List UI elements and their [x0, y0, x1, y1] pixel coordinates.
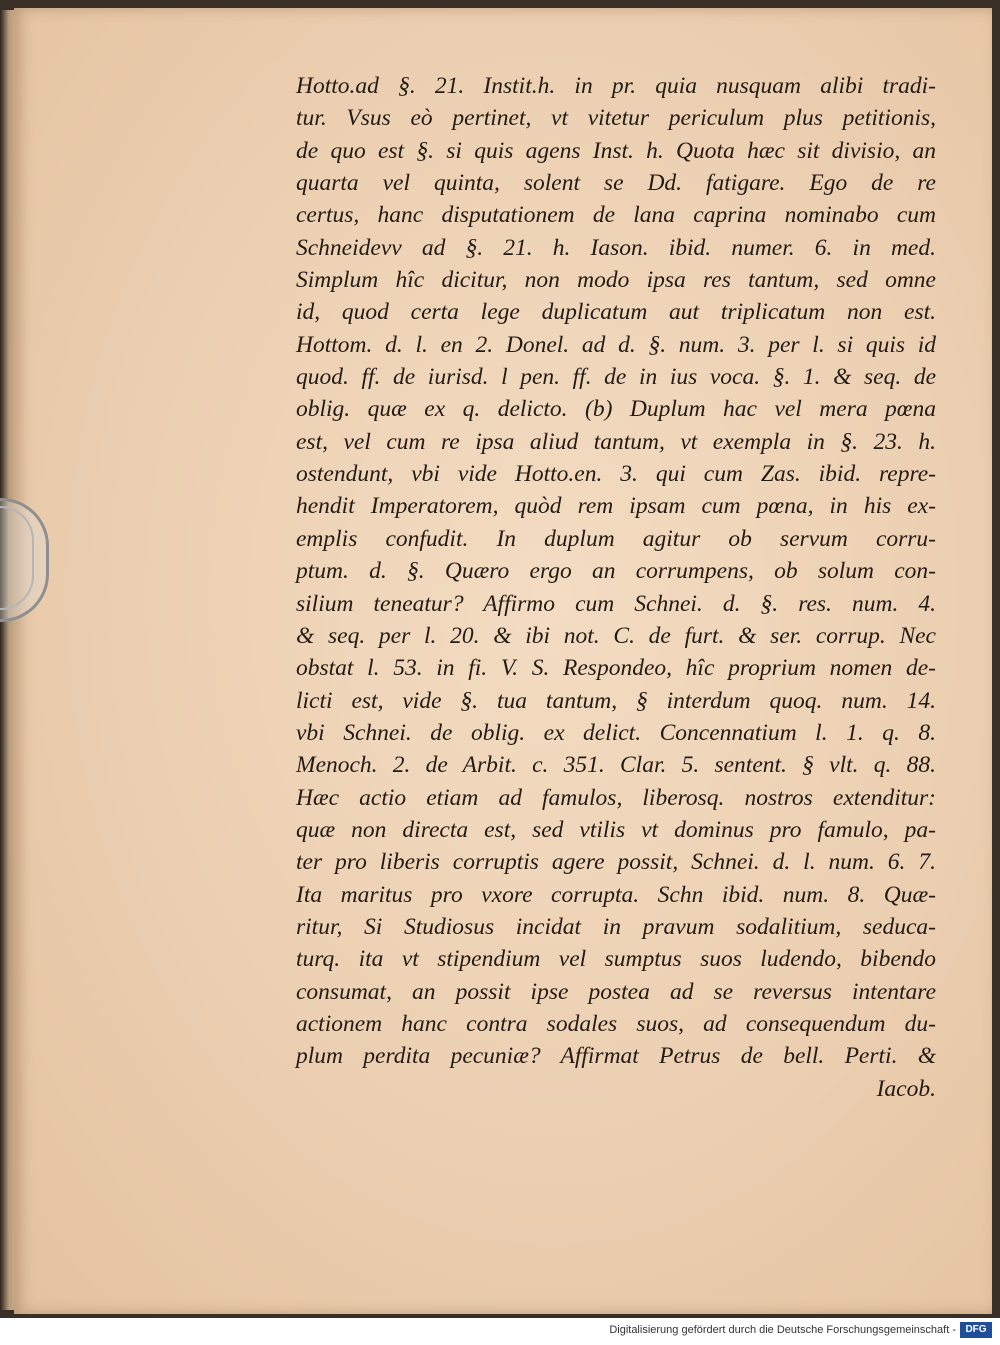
text-line: tur. Vsus eò pertinet, vt vitetur periculum plus petitionis,	[296, 105, 936, 132]
text-line: hendit Imperatorem, quòd rem ipsam cum pœna, in his ex-	[296, 493, 936, 520]
text-line: est, vel cum re ipsa aliud tantum, vt exempla in §. 23. h.	[296, 428, 936, 455]
text-line: plum perdita pecuniæ? Affirmat Petrus de bell. Perti. &	[296, 1043, 936, 1070]
text-line: consumat, an possit ipse postea ad se reversus intentare	[296, 978, 936, 1005]
text-line: ptum. d. §. Quæro ergo an corrumpens, ob solum con-	[296, 558, 936, 585]
text-line: quarta vel quinta, solent se Dd. fatigare. Ego de re	[296, 170, 936, 197]
text-line: ritur, Si Studiosus incidat in pravum sodalitium, seduca-	[296, 913, 936, 940]
text-line: emplis confudit. In duplum agitur ob servum corru-	[296, 525, 936, 552]
text-line: & seq. per l. 20. & ibi not. C. de furt. & ser. corrup. Nec	[296, 622, 936, 649]
text-line: Hæc actio etiam ad famulos, liberosq. nostros extenditur:	[296, 784, 936, 811]
text-line: obstat l. 53. in fi. V. S. Respondeo, hîc proprium nomen de-	[296, 655, 936, 682]
text-line: ostendunt, vbi vide Hotto.en. 3. qui cum Zas. ibid. repre-	[296, 461, 936, 488]
text-line: vbi Schnei. de oblig. ex delict. Concennatium l. 1. q. 8.	[296, 719, 936, 746]
page-text	[296, 70, 936, 1105]
text-line: Hotto.ad §. 21. Instit.h. in pr. quia nusquam alibi tradi-	[296, 73, 936, 99]
text-line: ter pro liberis corruptis agere possit, Schnei. d. l. num. 6. 7.	[296, 849, 936, 876]
text-line: Schneidevv ad §. 21. h. Iason. ibid. numer. 6. in med.	[296, 234, 936, 261]
text-line: de quo est §. si quis agens Inst. h. Quota hæc sit divisio, an	[296, 137, 936, 164]
funding-credit: Digitalisierung gefördert durch die Deutsche Forschungsgemeinschaft -	[609, 1324, 956, 1336]
text-line: oblig. quæ ex q. delicto. (b) Duplum hac vel mera pœna	[296, 396, 936, 423]
text-line: silium teneatur? Affirmo cum Schnei. d. §. res. num. 4.	[296, 590, 936, 617]
text-line: Hottom. d. l. en 2. Donel. ad d. §. num. 3. per l. si quis id	[296, 331, 936, 358]
text-line: Simplum hîc dicitur, non modo ipsa res tantum, sed omne	[296, 267, 936, 294]
footer-bar	[0, 1318, 1000, 1345]
dfg-logo: DFG	[960, 1322, 992, 1338]
text-line: certus, hanc disputationem de lana caprina nominabo cum	[296, 202, 936, 229]
text-line: actionem hanc contra sodales suos, ad consequendum du-	[296, 1010, 936, 1037]
text-line: Menoch. 2. de Arbit. c. 351. Clar. 5. sentent. § vlt. q. 88.	[296, 752, 936, 779]
text-line: Ita maritus pro vxore corrupta. Schn ibid. num. 8. Quæ-	[296, 881, 936, 908]
text-line: licti est, vide §. tua tantum, § interdum quoq. num. 14.	[296, 687, 936, 714]
text-line: quod. ff. de iurisd. l pen. ff. de in ius voca. §. 1. & seq. de	[296, 364, 936, 391]
text-line: Iacob.	[876, 1075, 936, 1102]
text-line: id, quod certa lege duplicatum aut triplicatum non est.	[296, 299, 936, 326]
text-line: quæ non directa est, sed vtilis vt dominus pro famulo, pa-	[296, 816, 936, 843]
text-line: turq. ita vt stipendium vel sumptus suos ludendo, bibendo	[296, 946, 936, 973]
